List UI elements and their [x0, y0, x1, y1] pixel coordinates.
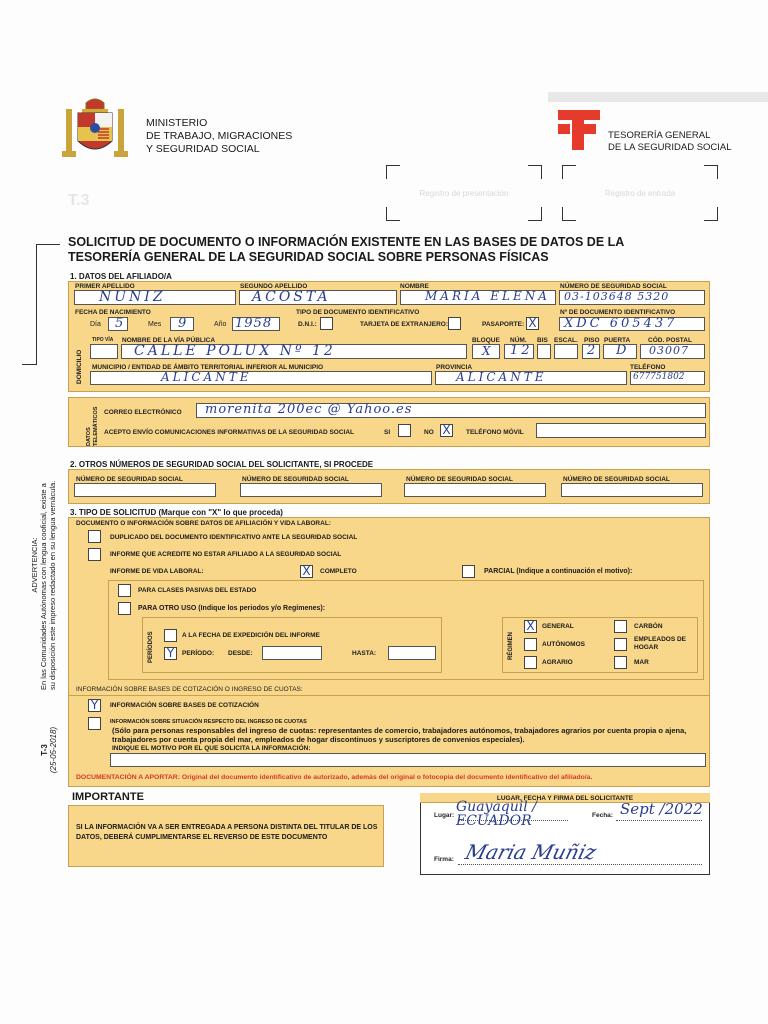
nss2-field-4[interactable]	[561, 483, 703, 497]
section3-subheading: DOCUMENTO O INFORMACIÓN SOBRE DATOS DE AFILIACIÓN Y VIDA LABORAL:	[76, 520, 331, 527]
clases-pasivas-checkbox[interactable]	[118, 584, 131, 597]
tipo-via-label: TIPO VÍA	[92, 337, 114, 343]
correo-field[interactable]	[196, 403, 706, 418]
primer-apellido-value: NUNIZ	[99, 289, 166, 305]
documentacion-text: DOCUMENTACIÓN A APORTAR: Original del documento identificativo de autorizado, además del original o fotocopia del documento identificativo del afiliado/a.	[76, 774, 593, 781]
margin-code-block	[40, 710, 58, 790]
form-title-line1: SOLICITUD DE DOCUMENTO O INFORMACIÓN EXISTENTE EN LAS BASES DE DATOS DE LA	[68, 235, 625, 249]
form-title	[68, 235, 718, 265]
bis-field[interactable]	[537, 344, 551, 359]
bis-label: BIS	[537, 337, 548, 344]
nombre-value: MARIA ELENA	[425, 289, 550, 303]
telefono-value: 677751802	[633, 372, 685, 382]
empleados-hogar-label: EMPLEADOS DE HOGAR	[634, 636, 687, 651]
nss2-field-3[interactable]	[404, 483, 546, 497]
nss2-label-2: NÚMERO DE SEGURIDAD SOCIAL	[242, 476, 349, 483]
info-situacion-checkbox[interactable]	[88, 717, 101, 730]
no-afiliado-checkbox[interactable]	[88, 548, 101, 561]
spain-coat-of-arms-icon	[58, 95, 132, 165]
info-situacion-detail: (Sólo para personas responsables del ingreso de cuotas: representantes de comercio, trabajadores autónomos, trabajadores agrarios por cuenta propia o ajena, trabajadores por cuenta propia del mar, empleados de hogar discontinuos y suscriptores de convenios especiales).	[112, 726, 687, 744]
telefono-field[interactable]	[630, 371, 705, 385]
primer-apellido-field[interactable]	[74, 290, 236, 305]
nombre-field[interactable]	[400, 290, 556, 305]
fecha-nacimiento-label: FECHA DE NACIMIENTO	[75, 309, 151, 316]
tarjeta-checkbox[interactable]	[448, 317, 461, 330]
importante-text: SI LA INFORMACIÓN VA A SER ENTREGADA A PERSONA DISTINTA DEL TITULAR DE LOS DATOS, DEBERÁ CUMPLIMENTARSE EL REVERSO DE ESTE DOCUMENTO	[76, 824, 378, 841]
num-doc-field[interactable]	[559, 317, 705, 331]
no-afiliado-label: INFORME QUE ACREDITE NO ESTAR AFILIADO A LA SEGURIDAD SOCIAL	[110, 551, 342, 558]
acepto-no-checkbox[interactable]: X	[440, 424, 453, 437]
cp-label: CÓD. POSTAL	[648, 337, 692, 344]
ministry-line2: DE TRABAJO, MIGRACIONES	[146, 130, 293, 142]
info-bases-label: INFORMACIÓN SOBRE BASES DE COTIZACIÓN	[110, 702, 259, 709]
fecha-label: Fecha:	[592, 812, 613, 819]
correo-label: CORREO ELECTRÓNICO	[104, 409, 182, 416]
bloque-value: X	[482, 344, 494, 358]
parcial-label: PARCIAL (Indique a continuación el motivo):	[484, 568, 633, 575]
ministry-line3: Y SEGURIDAD SOCIAL	[146, 143, 260, 155]
regimen-label: RÉGIMEN	[508, 631, 514, 660]
municipio-label: MUNICIPIO / ENTIDAD DE ÁMBITO TERRITORIAL INFERIOR AL MUNICIPIO	[92, 364, 324, 371]
num-field[interactable]	[504, 344, 534, 359]
provincia-field[interactable]	[435, 371, 627, 385]
advertencia-text2: su disposición este impreso redactado en su lengua vernácula.	[48, 480, 57, 690]
motivo-label: INDIQUE EL MOTIVO POR EL QUE SOLICITA LA INFORMACIÓN:	[112, 745, 311, 752]
dia-label: Día	[90, 321, 101, 328]
registro-entrada-box	[562, 165, 718, 221]
segundo-apellido-value: ACOSTA	[252, 289, 331, 305]
primer-apellido-label: PRIMER APELLIDO	[75, 283, 135, 290]
section1-heading: 1. DATOS DEL AFILIADO/A	[70, 272, 172, 281]
anio-label: Año	[214, 321, 227, 328]
advertencia-title: ADVERTENCIA:	[30, 537, 39, 593]
firma-label: Firma:	[434, 856, 454, 863]
nss-label: NÚMERO DE SEGURIDAD SOCIAL	[560, 283, 667, 290]
firma-line	[458, 864, 702, 865]
bloque-label: BLOQUE	[472, 337, 500, 344]
mes-label: Mes	[148, 321, 162, 328]
desde-field[interactable]	[262, 646, 322, 660]
nss2-label-1: NÚMERO DE SEGURIDAD SOCIAL	[76, 476, 183, 483]
agrario-checkbox[interactable]	[524, 656, 537, 669]
mar-label: MAR	[634, 659, 649, 666]
periodo-checkbox[interactable]: Y	[164, 647, 177, 660]
puerta-field[interactable]	[603, 344, 637, 359]
firma-signature: Maria Muñiz	[462, 840, 600, 864]
nombre-via-label: NOMBRE DE LA VÍA PÚBLICA	[122, 337, 216, 344]
general-label: GENERAL	[542, 623, 574, 630]
clases-pasivas-label: PARA CLASES PASIVAS DEL ESTADO	[138, 587, 257, 594]
nombre-via-field[interactable]	[121, 344, 467, 359]
carbon-checkbox[interactable]	[614, 620, 627, 633]
anio-field[interactable]	[232, 317, 280, 331]
informe-vida-label: INFORME DE VIDA LABORAL:	[110, 568, 204, 575]
num-label: NÚM.	[510, 337, 527, 344]
num-doc-label: Nº DE DOCUMENTO IDENTIFICATIVO	[560, 309, 676, 316]
advertencia-block	[30, 440, 57, 690]
periodo-label: PERÍODO:	[182, 650, 215, 657]
margin-code-date: (25-05-2018)	[49, 726, 58, 774]
tgss-name	[608, 130, 732, 154]
cp-field[interactable]	[640, 344, 705, 359]
parcial-checkbox[interactable]	[462, 565, 475, 578]
otro-uso-checkbox[interactable]	[118, 602, 131, 615]
margin-bracket	[36, 244, 60, 364]
tipo-via-field[interactable]	[90, 344, 118, 359]
escal-label: ESCAL.	[554, 337, 578, 344]
duplicado-label: DUPLICADO DEL DOCUMENTO IDENTIFICATIVO ANTE LA SEGURIDAD SOCIAL	[110, 534, 358, 541]
general-checkbox[interactable]: X	[524, 620, 537, 633]
carbon-label: CARBÓN	[634, 623, 663, 630]
tgss-line1: TESORERÍA GENERAL	[608, 130, 711, 141]
nss2-field-2[interactable]	[240, 483, 382, 497]
completo-label: COMPLETO	[320, 568, 357, 575]
pasaporte-label: PASAPORTE:	[482, 321, 525, 328]
cp-value: 03007	[649, 344, 689, 357]
empleados-hogar-checkbox[interactable]	[614, 638, 627, 651]
completo-checkbox[interactable]: X	[300, 565, 313, 578]
anio-value: 1958	[235, 316, 273, 331]
hasta-label: HASTA:	[352, 650, 377, 657]
firma-heading: LUGAR, FECHA Y FIRMA DEL SOLICITANTE	[496, 795, 634, 802]
lugar-label: Lugar:	[434, 812, 455, 819]
municipio-field[interactable]	[90, 371, 432, 385]
escal-field[interactable]	[554, 344, 578, 359]
mes-field[interactable]	[170, 317, 194, 331]
domicilio-label: DOMICILIO	[76, 349, 83, 384]
piso-value: 2	[587, 343, 599, 358]
num-doc-value: XDC 605437	[564, 316, 678, 331]
tgss-logo-icon	[556, 108, 602, 152]
autonomos-checkbox[interactable]	[524, 638, 537, 651]
autonomos-label: AUTÓNOMOS	[542, 641, 585, 648]
section3-heading: 3. TIPO DE SOLICITUD (Marque con "X" lo que proceda)	[70, 508, 283, 517]
ministry-line1: MINISTERIO	[146, 117, 208, 129]
otro-uso-label: PARA OTRO USO (Indique los periodos y/o Regímenes):	[138, 605, 326, 612]
desde-label: DESDE:	[228, 650, 253, 657]
agrario-label: AGRARIO	[542, 659, 573, 666]
puerta-value: D	[616, 343, 630, 358]
form-code: T.3	[68, 192, 90, 209]
registro-entrada-label: Registro de entrada	[604, 189, 676, 198]
nss2-label-4: NÚMERO DE SEGURIDAD SOCIAL	[563, 476, 670, 483]
mes-value: 9	[178, 316, 190, 331]
section2-heading: 2. OTROS NÚMEROS DE SEGURIDAD SOCIAL DEL SOLICITANTE, SI PROCEDE	[70, 460, 374, 469]
nss-field[interactable]	[559, 290, 705, 305]
dia-value: 5	[115, 316, 127, 331]
registro-presentacion-label: Registro de presentación	[419, 189, 509, 198]
ministry-name	[146, 117, 292, 156]
motivo-field[interactable]	[110, 753, 706, 767]
segundo-apellido-field[interactable]	[239, 290, 397, 305]
cotizacion-divider	[68, 695, 710, 696]
bloque-field[interactable]	[472, 344, 500, 359]
info-bases-checkbox[interactable]: Y	[88, 699, 101, 712]
municipio-value: ALICANTE	[161, 370, 252, 384]
periodos-box	[142, 617, 442, 673]
tipo-doc-label: TIPO DE DOCUMENTO IDENTIFICATIVO	[296, 309, 420, 316]
advertencia-text1: En las Comunidades Autónomas con lengua cooficial, existe a	[39, 483, 48, 690]
periodos-label: PERÍODOS	[148, 631, 154, 663]
nombre-label: NOMBRE	[400, 283, 429, 290]
info-situacion-label: INFORMACIÓN SOBRE SITUACIÓN RESPECTO DEL INGRESO DE CUOTAS	[110, 719, 307, 725]
margin-code: T-3	[40, 744, 49, 756]
lugar-value: Guayaquil / ECUADOR	[456, 799, 537, 829]
movil-label: TELÉFONO MÓVIL	[466, 429, 524, 436]
pasaporte-checkbox[interactable]: X	[526, 317, 539, 330]
duplicado-checkbox[interactable]	[88, 530, 101, 543]
movil-field[interactable]	[536, 423, 706, 438]
fecha-line	[616, 820, 702, 821]
a-la-fecha-checkbox[interactable]	[164, 629, 177, 642]
nss-value: 03-103648 5320	[564, 290, 670, 303]
piso-label: PISO	[584, 337, 600, 344]
dni-checkbox[interactable]	[320, 317, 333, 330]
a-la-fecha-label: A LA FECHA DE EXPEDICIÓN DEL INFORME	[182, 632, 320, 639]
tarjeta-label: TARJETA DE EXTRANJERO:	[360, 321, 448, 328]
no-label: NO	[424, 429, 434, 436]
mar-checkbox[interactable]	[614, 656, 627, 669]
grey-band	[548, 92, 768, 102]
fecha-value: Sept /2022	[620, 800, 703, 818]
hasta-field[interactable]	[388, 646, 436, 660]
importante-heading: IMPORTANTE	[72, 791, 144, 803]
provincia-label: PROVINCIA	[436, 364, 473, 371]
nombre-via-value: CALLE POLUX Nº 12	[134, 343, 336, 359]
acepto-si-checkbox[interactable]	[398, 424, 411, 437]
cotizacion-heading: INFORMACIÓN SOBRE BASES DE COTIZACIÓN O INGRESO DE CUOTAS:	[76, 686, 303, 693]
dni-label: D.N.I.:	[298, 321, 317, 328]
form-title-line2: TESORERÍA GENERAL DE LA SEGURIDAD SOCIAL SOBRE PERSONAS FÍSICAS	[68, 250, 549, 264]
dia-field[interactable]	[108, 317, 128, 331]
puerta-label: PUERTA	[604, 337, 631, 344]
num-value: 12	[510, 343, 533, 358]
segundo-apellido-label: SEGUNDO APELLIDO	[240, 283, 308, 290]
datos-telematicos-label: DATOS TELEMÁTICOS	[86, 406, 99, 446]
registro-presentacion-box	[386, 165, 542, 221]
nss2-field-1[interactable]	[74, 483, 216, 497]
si-label: SI	[384, 429, 391, 436]
margin-bracket-foot	[22, 364, 37, 365]
piso-field[interactable]	[582, 344, 600, 359]
acepto-label: ACEPTO ENVÍO COMUNICACIONES INFORMATIVAS DE LA SEGURIDAD SOCIAL	[104, 429, 355, 436]
correo-value: morenita 200ec @ Yahoo.es	[205, 402, 413, 417]
tgss-line2: DE LA SEGURIDAD SOCIAL	[608, 142, 732, 153]
telefono-label: TELÉFONO	[630, 364, 666, 371]
provincia-value: ALICANTE	[456, 370, 547, 384]
nss2-label-3: NÚMERO DE SEGURIDAD SOCIAL	[406, 476, 513, 483]
